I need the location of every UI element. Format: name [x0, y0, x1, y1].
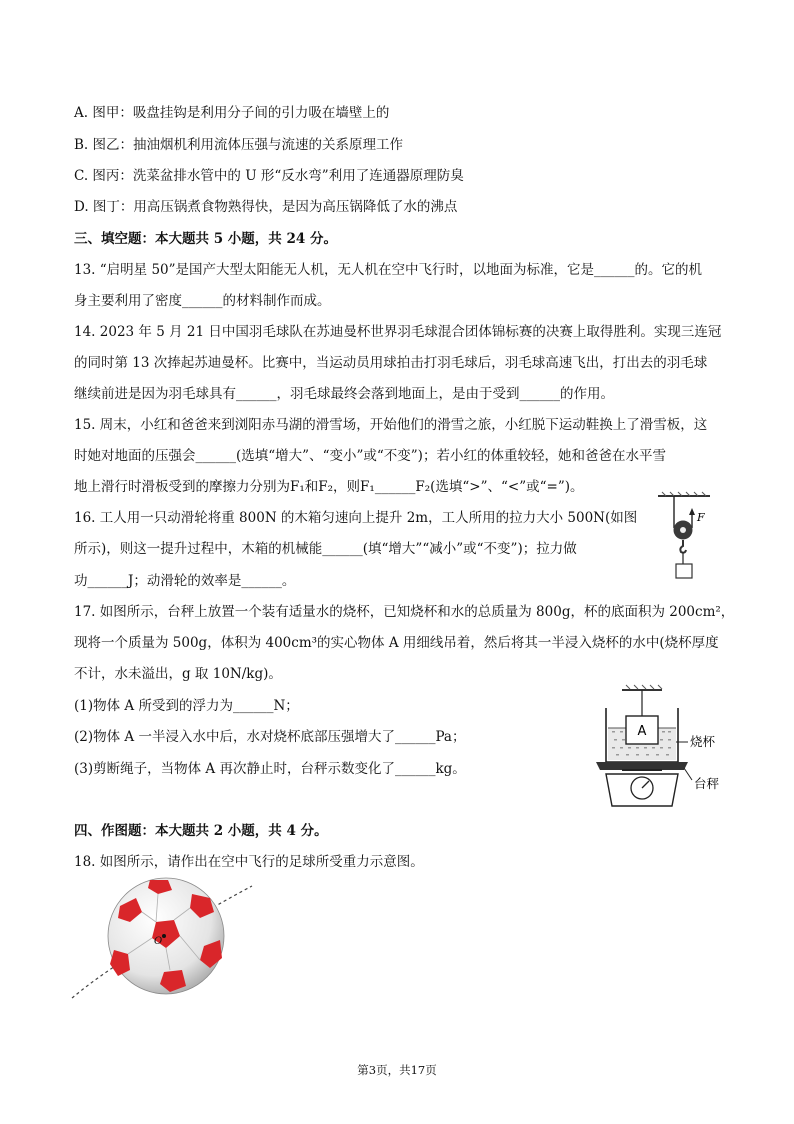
option-a: A. 图甲：吸盘挂钩是利用分子间的引力吸在墙壁上的	[74, 105, 390, 121]
section-3-heading: 三、填空题：本大题共 5 小题，共 24 分。	[74, 231, 337, 247]
scale-label: 台秤	[694, 776, 720, 791]
q18-line: 18. 如图所示，请作出在空中飞行的足球所受重力示意图。	[74, 854, 424, 870]
beaker-scale-figure	[592, 684, 732, 810]
q13-line-1: 13. “启明星 50”是国产大型太阳能无人机，无人机在空中飞行时，以地面为标准，它是______的。它的机	[74, 262, 703, 278]
q17-sub-3: (3)剪断绳子，当物体 A 再次静止时，台秤示数变化了______kg。	[74, 761, 466, 777]
q16-line-1: 16. 工人用一只动滑轮将重 800N 的木箱匀速向上提升 2m，工人所用的拉力大小 500N(如图	[74, 510, 638, 526]
q14-line-3: 继续前进是因为羽毛球具有______，羽毛球最终会落到地面上，是由于受到______的作用。	[74, 386, 614, 402]
block-a-label: A	[637, 724, 647, 739]
q14-line-2: 的同时第 13 次捧起苏迪曼杯。比赛中，当运动员用球拍击打羽毛球后，羽毛球高速飞出，打出去的羽毛球	[74, 355, 708, 371]
q15-line-3: 地上滑行时滑板受到的摩擦力分别为F₁和F₂，则F₁______F₂(选填“>”、“<”或“=”)。	[74, 479, 584, 495]
option-b: B. 图乙：抽油烟机利用流体压强与流速的关系原理工作	[74, 137, 404, 153]
ball-center-label: O	[154, 936, 163, 947]
q17-line-3: 不计，水未溢出，g 取 10N/kg)。	[74, 666, 282, 682]
q17-line-2: 现将一个质量为 500g，体积为 400cm³的实心物体 A 用细线吊着，然后将其一半浸入烧杯的水中(烧杯厚度	[74, 635, 719, 651]
q17-sub-1: (1)物体 A 所受到的浮力为______N；	[74, 698, 299, 714]
option-c: C. 图丙：洗菜盆排水管中的 U 形“反水弯”利用了连通器原理防臭	[74, 168, 464, 184]
force-label: F	[697, 511, 705, 524]
q13-line-2: 身主要利用了密度______的材料制作而成。	[74, 293, 331, 309]
option-d: D. 图丁：用高压锅煮食物熟得快，是因为高压锅降低了水的沸点	[74, 199, 458, 215]
beaker-label: 烧杯	[690, 734, 716, 749]
q15-line-1: 15. 周末，小红和爸爸来到浏阳赤马湖的滑雪场，开始他们的滑雪之旅，小红脱下运动鞋换上了滑雪板，这	[74, 417, 708, 433]
q16-line-3: 功______J；动滑轮的效率是______。	[74, 573, 296, 589]
q16-line-2: 所示)，则这一提升过程中，木箱的机械能______(填“增大”“减小”或“不变”)；拉力做	[74, 541, 577, 557]
soccer-ball-figure	[68, 876, 258, 1006]
q15-line-2: 时她对地面的压强会______(选填“增大”、“变小”或“不变”)；若小红的体重较轻，她和爸爸在水平雪	[74, 448, 666, 464]
q17-line-1: 17. 如图所示，台秤上放置一个装有适量水的烧杯，已知烧杯和水的总质量为 800g，杯的底面积为 200cm²，	[74, 604, 735, 620]
section-4-heading: 四、作图题：本大题共 2 小题，共 4 分。	[74, 823, 328, 839]
pulley-figure	[652, 490, 714, 590]
page-footer: 第3页，共17页	[357, 1063, 437, 1077]
q17-sub-2: (2)物体 A 一半浸入水中后，水对烧杯底部压强增大了______Pa；	[74, 729, 466, 745]
q14-line-1: 14. 2023 年 5 月 21 日中国羽毛球队在苏迪曼杯世界羽毛球混合团体锦标赛的决赛上取得胜利。实现三连冠	[74, 324, 722, 340]
